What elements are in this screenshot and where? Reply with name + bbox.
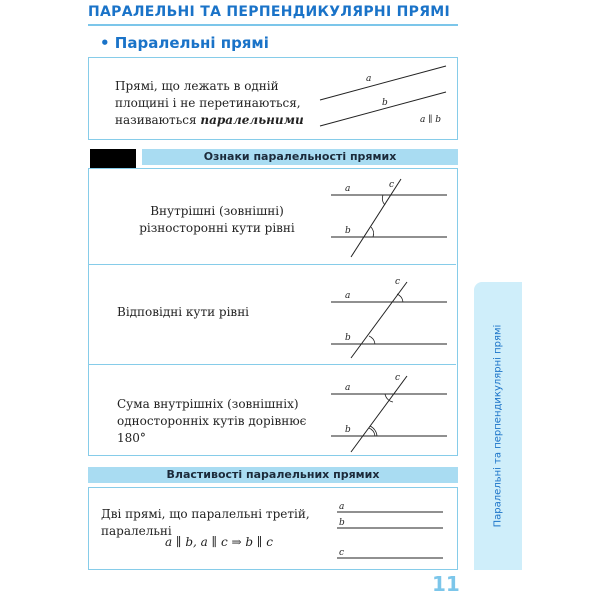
signs-heading: Ознаки паралельності прямих <box>142 149 458 165</box>
svg-text:a: a <box>345 383 351 393</box>
sign-row-2-figure <box>327 270 453 360</box>
svg-text:b: b <box>345 226 351 236</box>
sign-row-3-figure <box>327 366 453 454</box>
svg-text:b: b <box>339 518 345 528</box>
svg-text:c: c <box>395 373 401 383</box>
sign-row-1 <box>89 169 456 265</box>
sign-row-1-figure <box>327 175 453 261</box>
svg-text:a: a <box>345 291 351 301</box>
three-parallel-lines-figure <box>333 496 449 566</box>
svg-text:a: a <box>345 184 351 194</box>
signs-table <box>88 168 458 456</box>
definition-box <box>88 57 458 140</box>
title-underline <box>88 24 458 26</box>
parallel-lines-figure <box>314 60 454 138</box>
svg-text:c: c <box>395 277 401 287</box>
svg-text:c: c <box>339 548 345 558</box>
definition-term: паралельними <box>200 113 304 127</box>
sign-row-1-text: Внутрішні (зовнішні) різносторонні кути рівні <box>139 204 295 235</box>
parallel-notation: a ∥ b <box>420 115 442 125</box>
sign-row-3-text: Сума внутрішніх (зовнішніх) односторонніх кутів дорівнює 180° <box>117 397 307 445</box>
line-a <box>320 66 446 100</box>
properties-text: Дві прямі, що паралельні третій, паралельні <box>101 507 310 538</box>
sign-row-2 <box>89 264 456 365</box>
definition-sentence: Прямі, що лежать в одній площині і не перетинаються, називаються <box>115 79 301 127</box>
svg-text:c: c <box>389 180 395 190</box>
page-title: ПАРАЛЕЛЬНІ ТА ПЕРПЕНДИКУЛЯРНІ ПРЯМІ <box>88 4 451 20</box>
sign-row-3 <box>89 364 456 454</box>
properties-box <box>88 487 458 570</box>
side-tab <box>474 282 522 570</box>
svg-text:b: b <box>345 333 351 343</box>
svg-text:b: b <box>345 425 351 435</box>
side-tab-label: Паралельні та перпендикулярні прямі <box>492 324 504 528</box>
section-subtitle: • Паралельні прямі <box>100 34 269 52</box>
label-a: a <box>366 74 372 84</box>
definition-text <box>115 78 315 129</box>
sign-row-2-text: Відповідні кути рівні <box>117 305 250 319</box>
properties-heading: Властивості паралельних прямих <box>88 467 458 483</box>
label-b: b <box>382 98 388 108</box>
properties-formula: a ∥ b, a ∥ c ⇒ b ∥ c <box>165 535 273 549</box>
page-number: 11 <box>432 572 460 596</box>
svg-text:a: a <box>339 502 345 512</box>
